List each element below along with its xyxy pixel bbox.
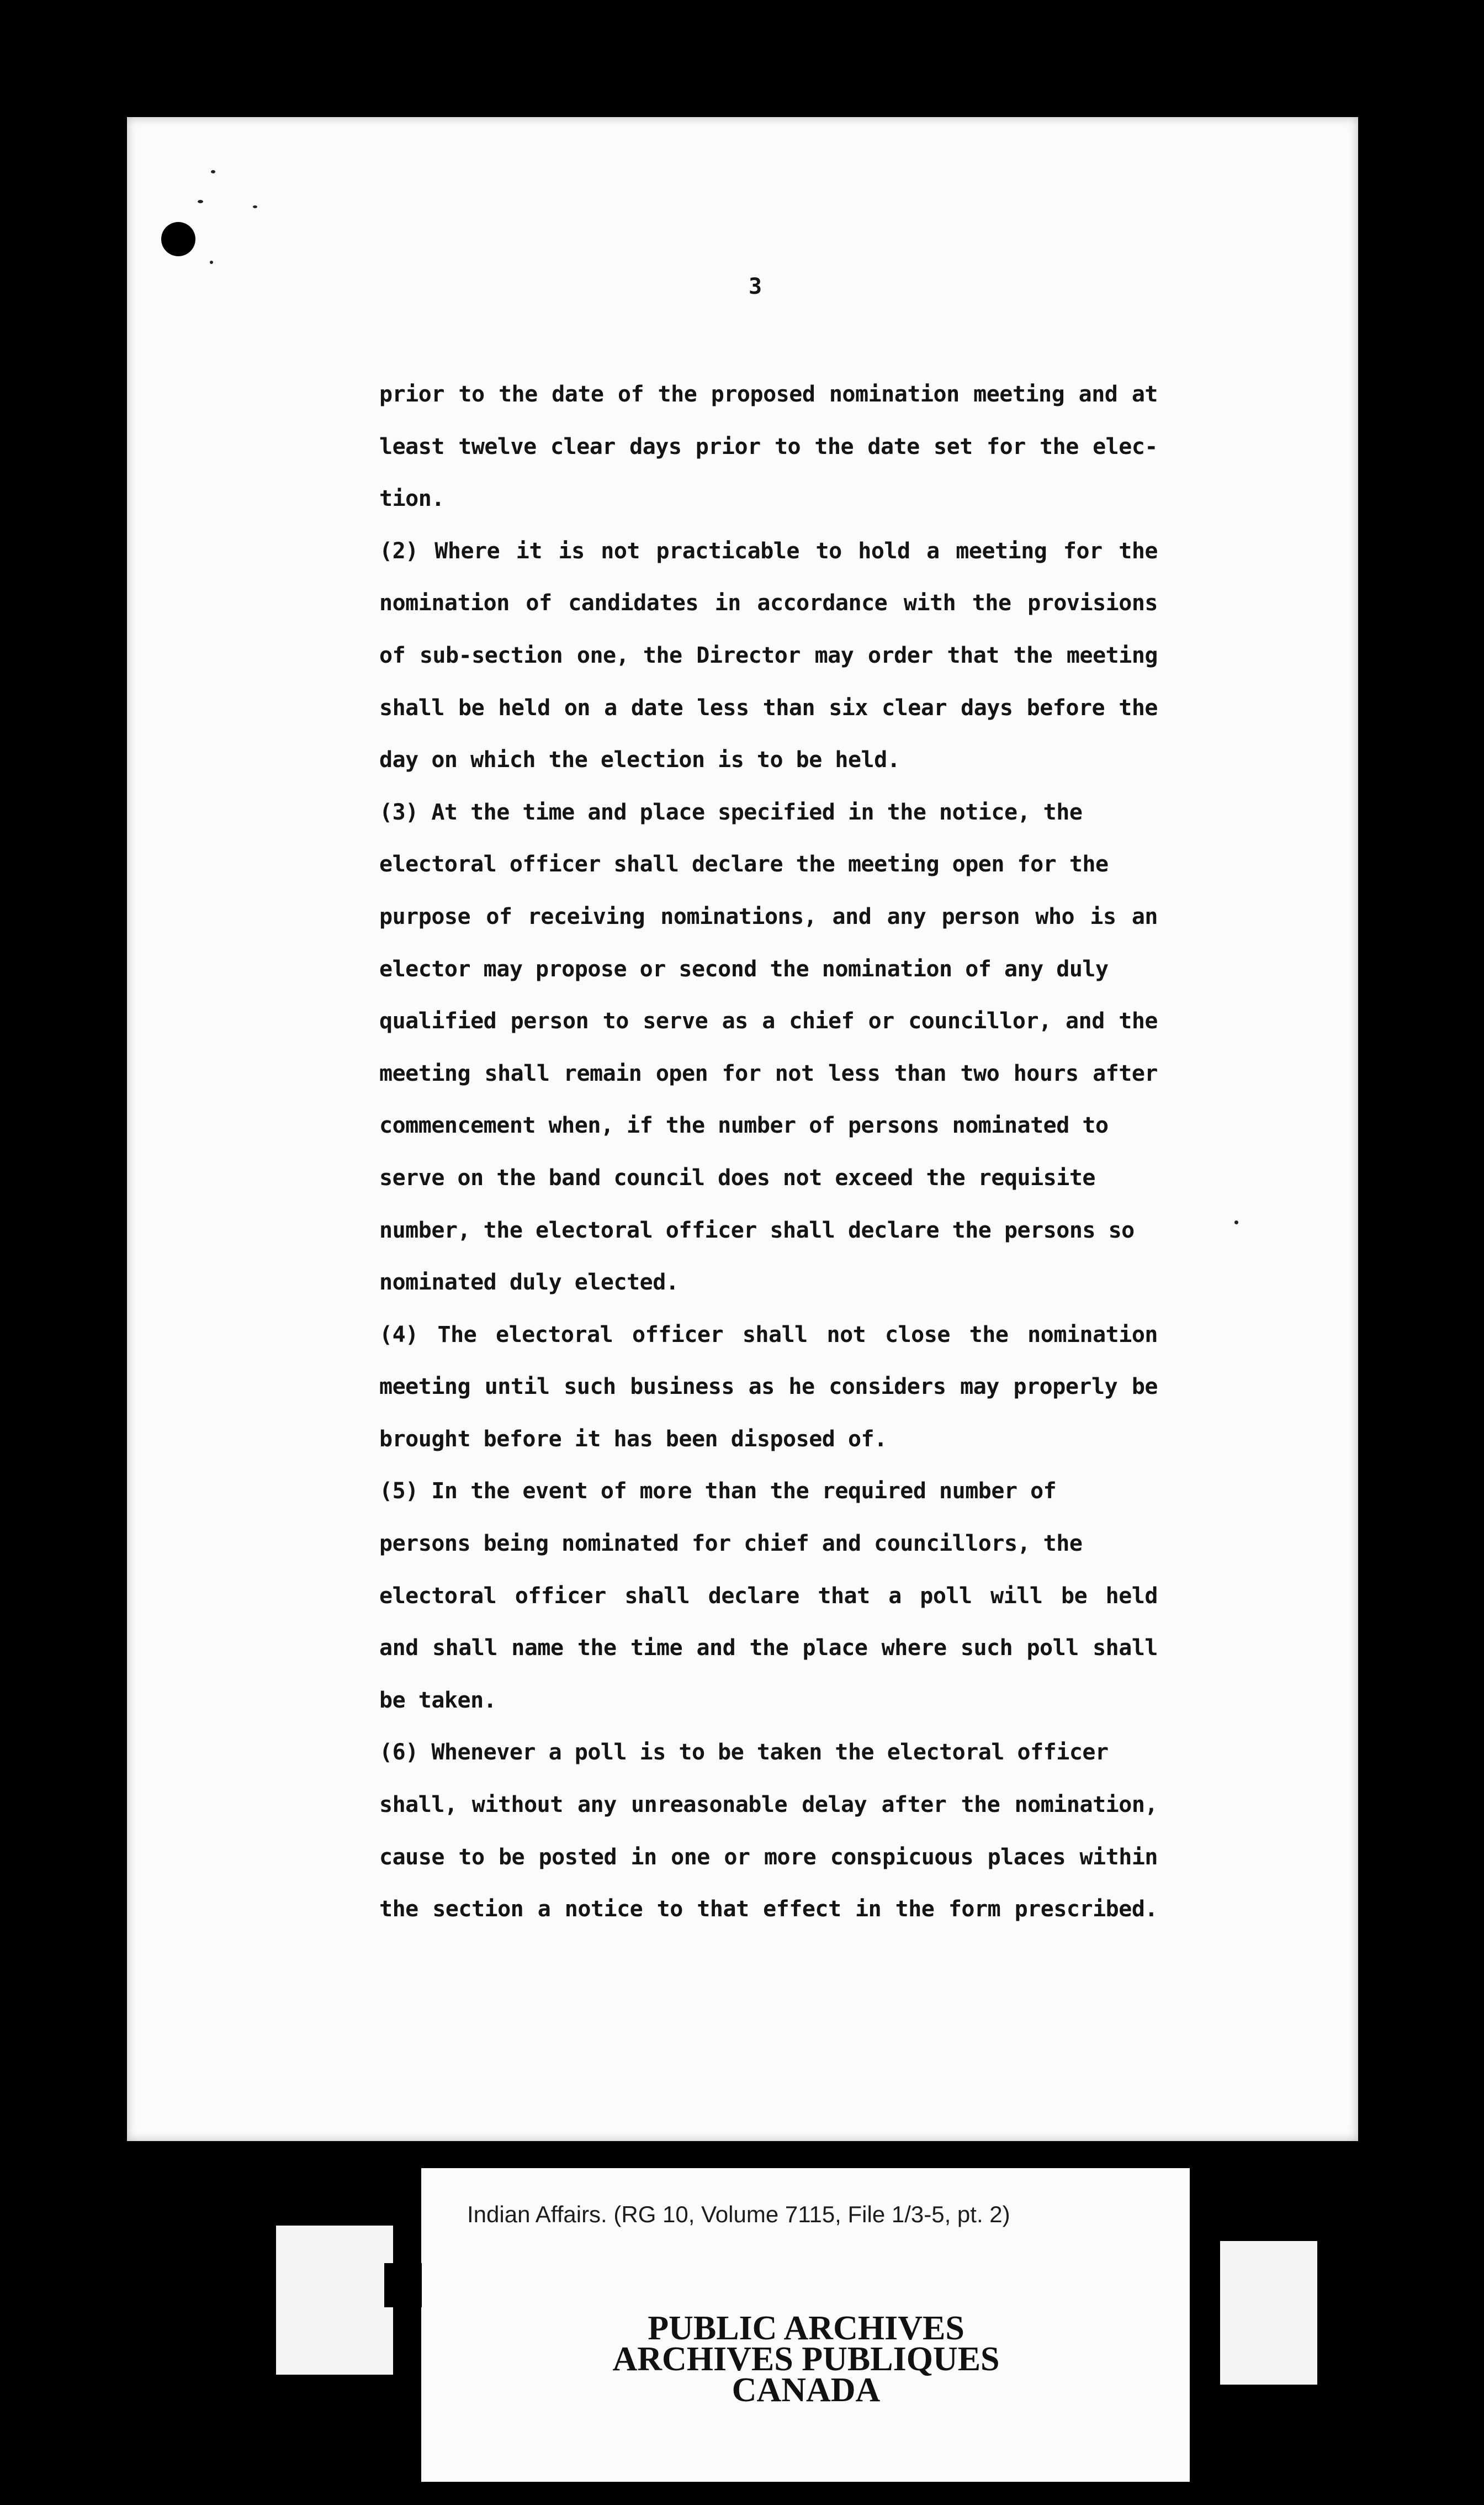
text-line: meeting until such business as he considers may properly be xyxy=(379,1374,1158,1400)
text-line: nomination of candidates in accordance with the provisions xyxy=(379,590,1158,616)
text-line: elector may propose or second the nomination of any duly xyxy=(379,956,1109,982)
dust-speck xyxy=(253,205,257,208)
archive-stamp-line: ARCHIVES PUBLIQUES xyxy=(612,2340,1000,2378)
text-line: prior to the date of the proposed nomination meeting and at xyxy=(379,382,1158,407)
text-line: electoral officer shall declare that a poll will be held xyxy=(379,1583,1158,1609)
text-line: meeting shall remain open for not less than two hours after xyxy=(379,1060,1158,1086)
dust-speck xyxy=(1234,1220,1238,1224)
text-line: number, the electoral officer shall declare the persons so xyxy=(379,1217,1135,1243)
text-line: (6) Whenever a poll is to be taken the electoral officer xyxy=(379,1740,1109,1766)
punch-hole xyxy=(161,222,195,256)
text-line: commencement when, if the number of persons nominated to xyxy=(379,1113,1109,1139)
text-line: and shall name the time and the place where such poll shall xyxy=(379,1635,1158,1661)
text-line: (3) At the time and place specified in the notice, the xyxy=(379,799,1083,825)
dust-speck xyxy=(198,200,203,203)
text-line: the section a notice to that effect in the form prescribed. xyxy=(379,1896,1158,1922)
text-line: shall be held on a date less than six clear days before the xyxy=(379,695,1158,721)
text-line: day on which the election is to be held. xyxy=(379,747,900,773)
archive-reference: Indian Affairs. (RG 10, Volume 7115, File 1/3-5, pt. 2) xyxy=(467,2201,1010,2227)
text-line: tion. xyxy=(379,486,444,512)
text-line: shall, without any unreasonable delay after the nomination, xyxy=(379,1792,1158,1818)
text-line: be taken. xyxy=(379,1687,497,1713)
text-line: electoral officer shall declare the meeting open for the xyxy=(379,852,1109,878)
page-number: 3 xyxy=(748,274,762,299)
dust-speck xyxy=(210,261,213,264)
label-notch-left xyxy=(384,2263,422,2307)
text-line: nominated duly elected. xyxy=(379,1270,679,1296)
text-line: purpose of receiving nominations, and any person who is an xyxy=(379,903,1158,929)
text-line: of sub-section one, the Director may order that the meeting xyxy=(379,642,1158,668)
text-line: (4) The electoral officer shall not close the nomination xyxy=(379,1322,1158,1347)
text-line: cause to be posted in one or more conspicuous places within xyxy=(379,1844,1158,1870)
text-line: brought before it has been disposed of. xyxy=(379,1426,887,1452)
archive-stamp-line: CANADA xyxy=(732,2371,881,2409)
text-line: least twelve clear days prior to the date set for the elec- xyxy=(379,434,1158,459)
label-tab-left xyxy=(276,2226,393,2375)
label-notch-right xyxy=(1191,2263,1220,2311)
label-tab-right xyxy=(1220,2241,1317,2385)
text-line: qualified person to serve as a chief or councillor, and the xyxy=(379,1008,1158,1034)
dust-speck xyxy=(211,170,215,173)
archive-stamp xyxy=(574,2310,1038,2409)
text-line: (5) In the event of more than the required number of xyxy=(379,1478,1057,1504)
document-body xyxy=(379,368,1158,1936)
text-line: persons being nominated for chief and councillors, the xyxy=(379,1531,1083,1557)
text-line: serve on the band council does not exceed the requisite xyxy=(379,1165,1096,1191)
text-line: (2) Where it is not practicable to hold a meeting for the xyxy=(379,538,1158,564)
archive-stamp-line: PUBLIC ARCHIVES xyxy=(648,2310,964,2347)
